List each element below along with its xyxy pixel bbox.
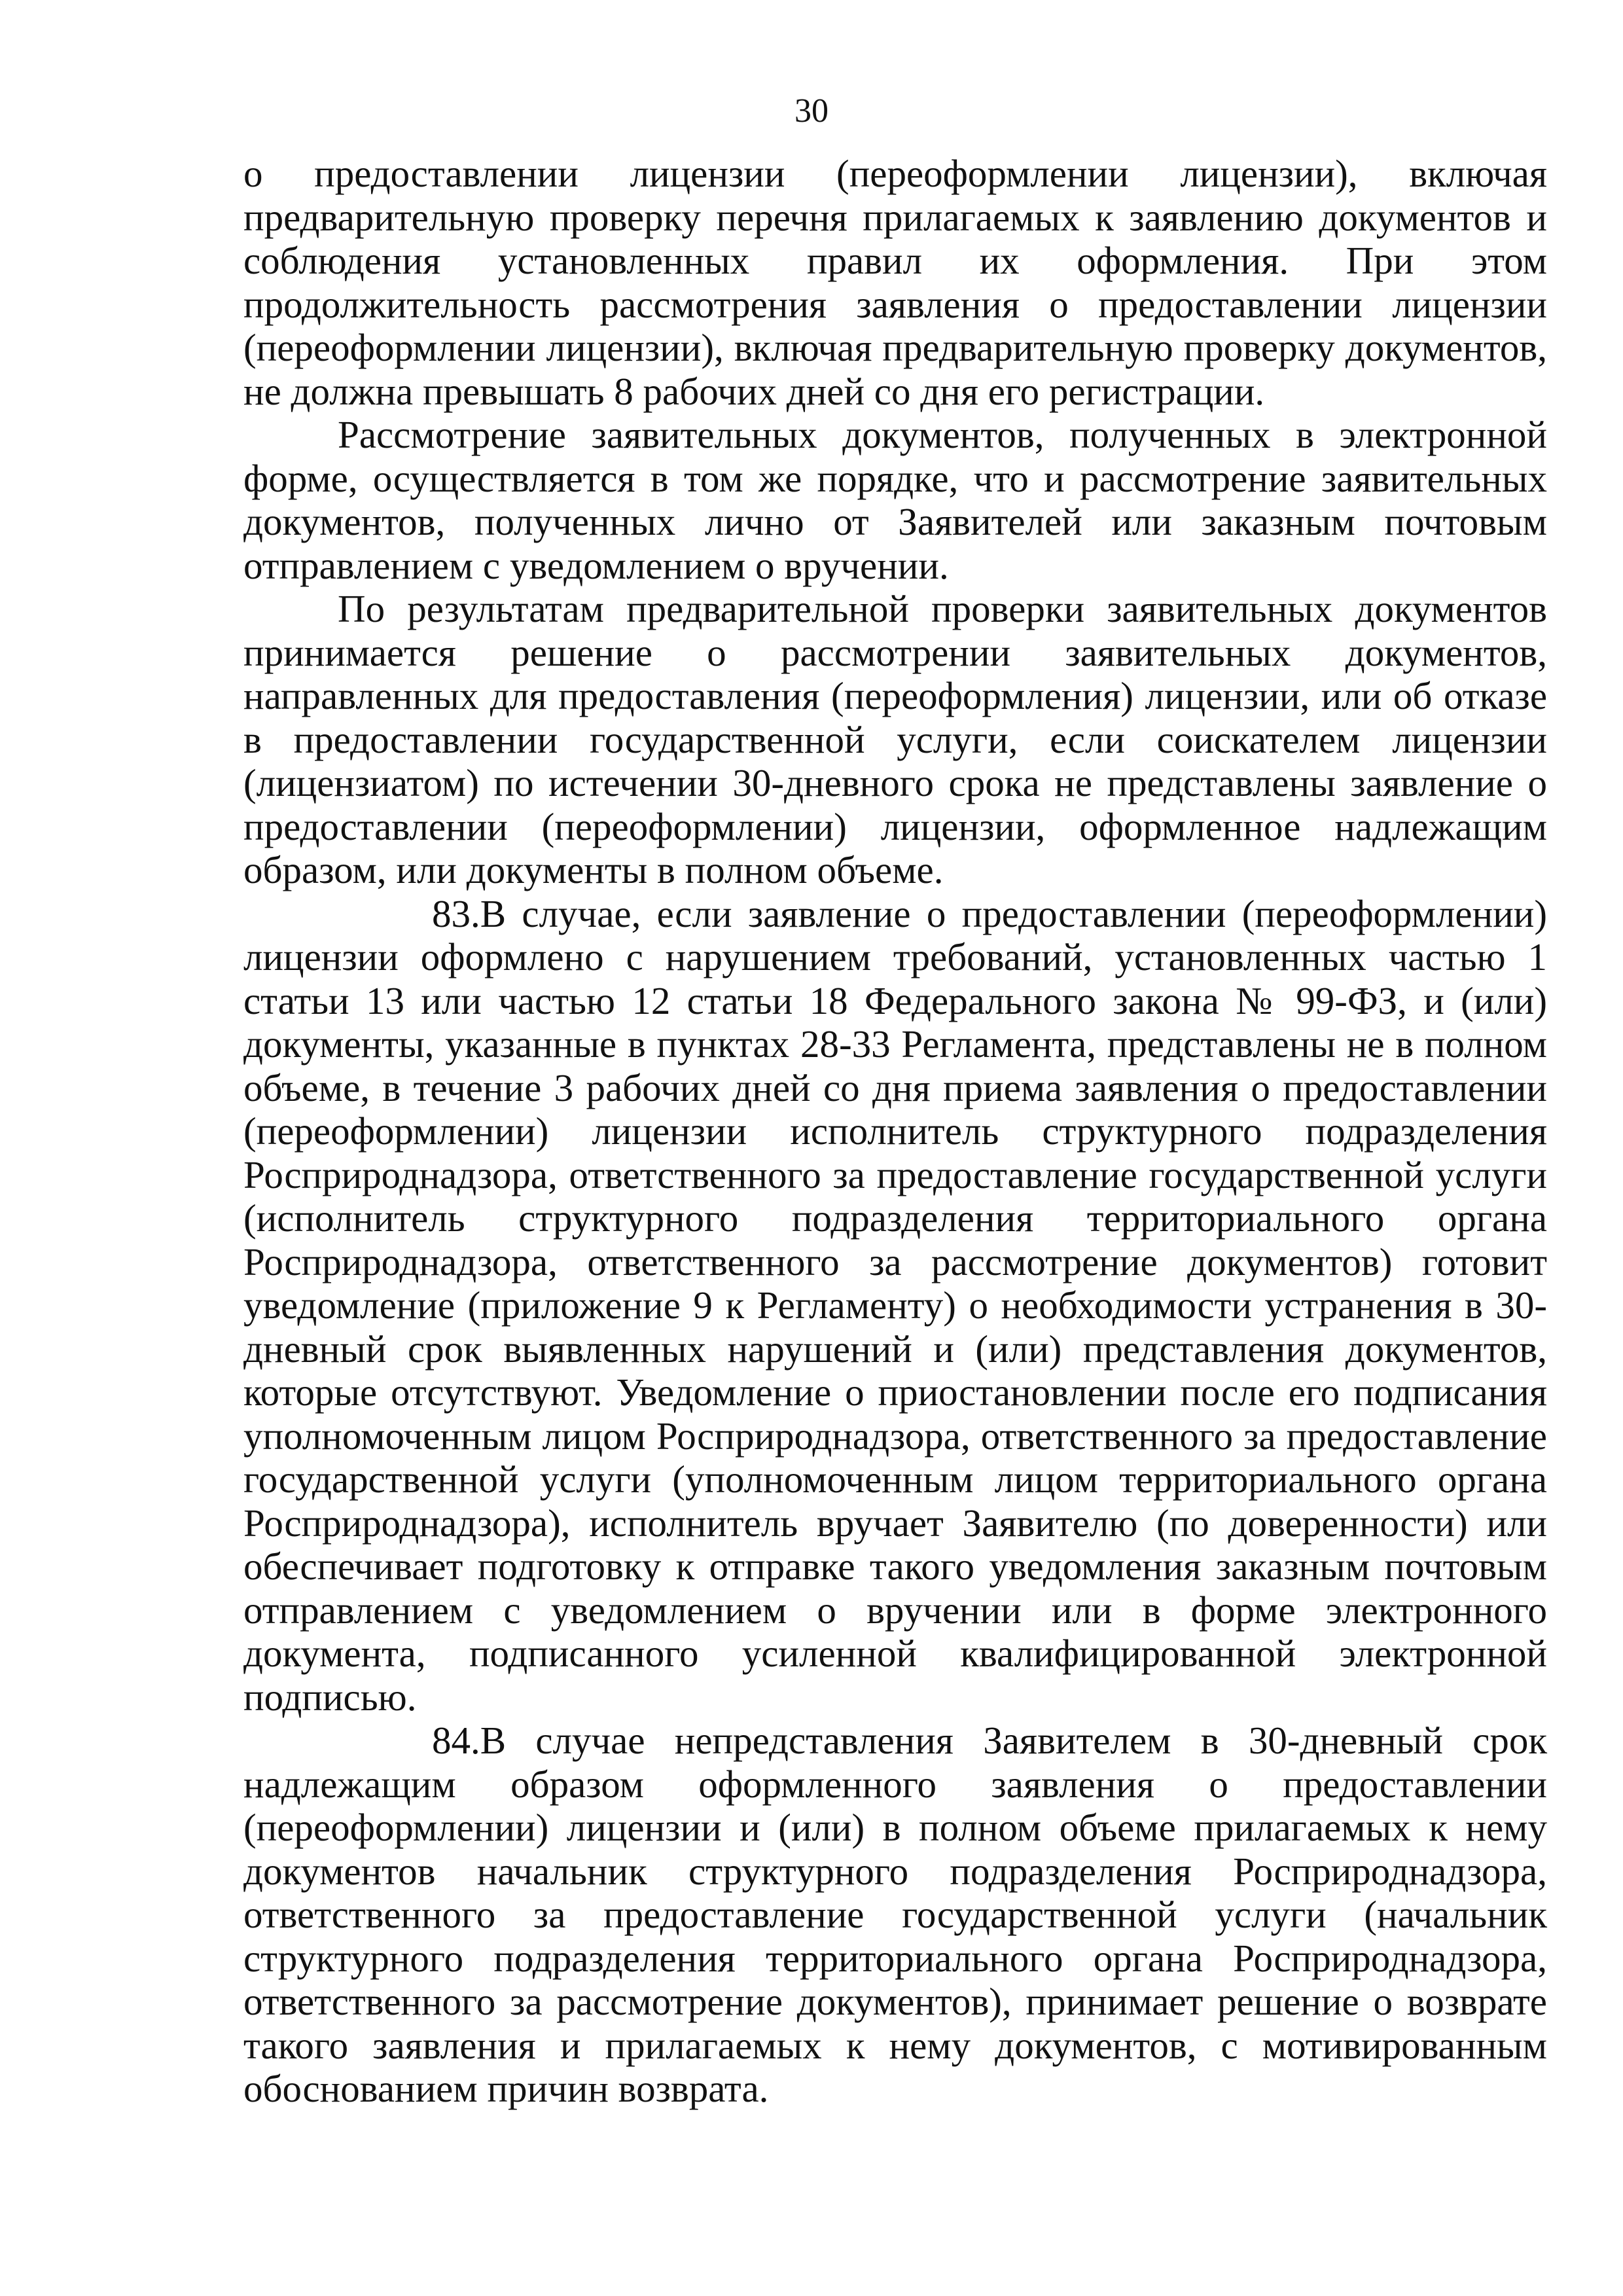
item-number-83: 83. — [432, 891, 480, 935]
item-84-text: В случае непредставления Заявителем в 30-дневный срок надлежащим образом оформленного заявления о предоставлении (переоформлении) лицензии и (или) в полном объеме прилагаемых к нему документов начальник структурного подразделения Росприроднадзора, ответственного за предоставление государственной услуги (начальник структурного подразделения территориального органа Росприроднадзора, ответственного за рассмотрение документов), принимает решение о возврате такого заявления и прилагаемых к нему документов, с мотивированным обоснованием причин возврата. — [243, 1719, 1547, 2110]
item-83-text: В случае, если заявление о предоставлении (переоформлении) лицензии оформлено с нарушением требований, установленных частью 1 статьи 13 или частью 12 статьи 18 Федерального закона № 99-ФЗ, и (или) документы, указанные в пунктах 28-33 Регламента, представлены не в полном объеме, в течение 3 рабочих дней со дня приема заявления о предоставлении (переоформлении) лицензии исполнитель структурного подразделения Росприроднадзора, ответственного за предоставление государственной услуги (исполнитель структурного подразделения территориального органа Росприроднадзора, ответственного за рассмотрение документов) готовит уведомление (приложение 9 к Регламенту) о необходимости устранения в 30-дневный срок выявленных нарушений и (или) представления документов, которые отсутствуют. Уведомление о приостановлении после его подписания уполномоченным лицом Росприроднадзора, ответственного за предоставление государственной услуги (уполномоченным лицом территориального органа Росприроднадзора), исполнитель вручает Заявителю (по доверенности) или обеспечивает подготовку к отправке такого уведомления заказным почтовым отправлением с уведомлением о вручении или в форме электронного документа, подписанного усиленной квалифицированной электронной подписью. — [243, 891, 1547, 1719]
paragraph-item-83 — [243, 892, 1547, 1719]
paragraph-electronic-documents: Рассмотрение заявительных документов, полученных в электронной форме, осуществляется в том же порядке, что и рассмотрение заявительных документов, полученных лично от Заявителей или заказным почтовым отправлением с уведомлением о вручении. — [243, 413, 1547, 587]
paragraph-preliminary-check-results: По результатам предварительной проверки заявительных документов принимается решение о рассмотрении заявительных документов, направленных для предоставления (переоформления) лицензии, или об отказе в предоставлении государственной услуги, если соискателем лицензии (лицензиатом) по истечении 30-дневного срока не представлены заявление о предоставлении (переоформлении) лицензии, оформленное надлежащим образом, или документы в полном объеме. — [243, 587, 1547, 891]
paragraph-item-84 — [243, 1719, 1547, 2111]
document-body — [243, 152, 1547, 2111]
paragraph-continuation: о предоставлении лицензии (переоформлении лицензии), включая предварительную проверку перечня прилагаемых к заявлению документов и соблюдения установленных правил их оформления. При этом продолжительность рассмотрения заявления о предоставлении лицензии (переоформлении лицензии), включая предварительную проверку документов, не должна превышать 8 рабочих дней со дня его регистрации. — [243, 152, 1547, 413]
page-number: 30 — [794, 92, 829, 130]
item-number-84: 84. — [432, 1719, 480, 1762]
